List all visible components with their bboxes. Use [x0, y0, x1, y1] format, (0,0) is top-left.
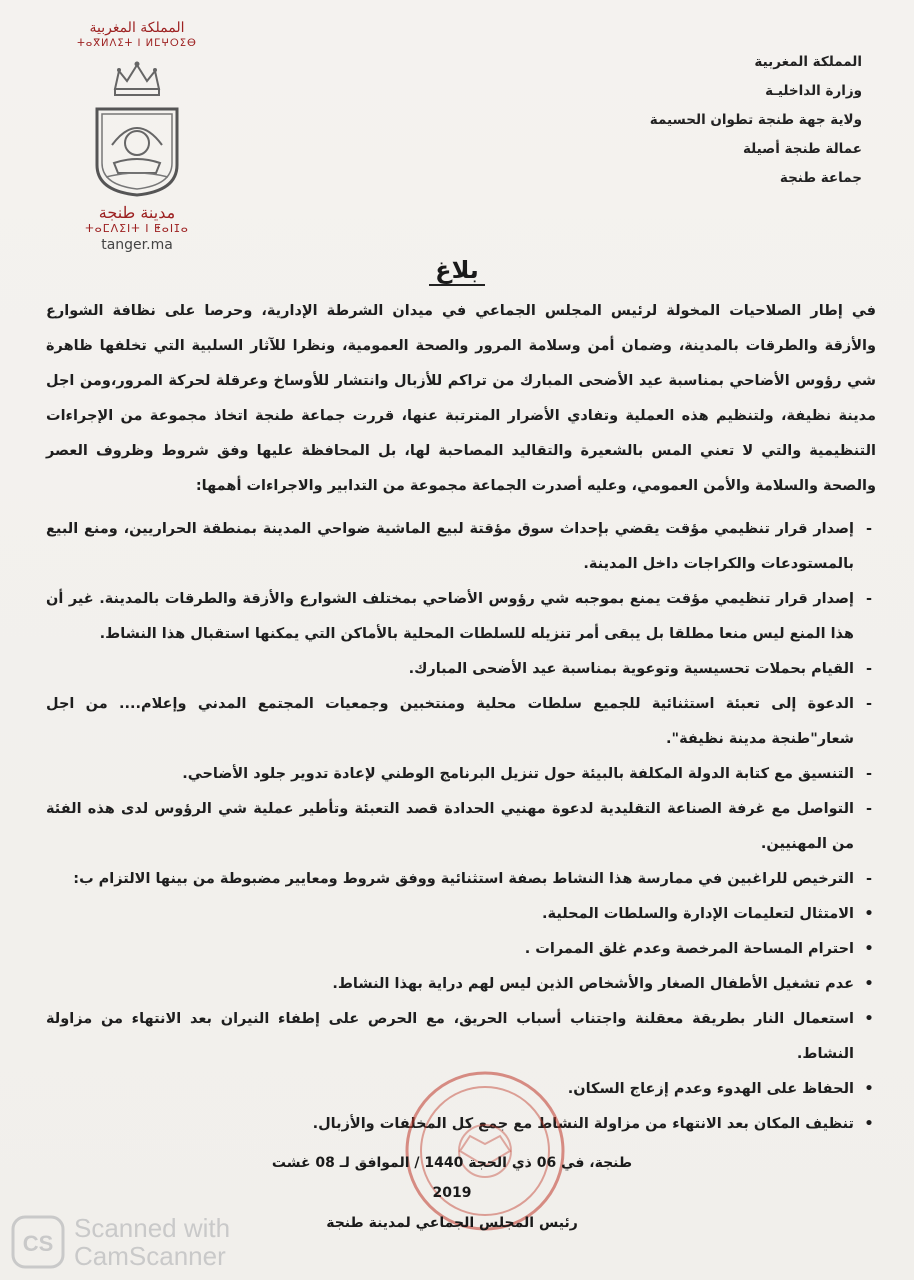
list-marker: - — [865, 696, 873, 712]
kingdom-name-arabic: المملكة المغربية — [89, 20, 185, 36]
measures-list — [46, 512, 876, 1142]
list-item-text: إصدار قرار تنظيمي مؤقت يقضي بإحداث سوق مؤقتة لبيع الماشية ضواحي المدينة بمنطقة الحراريين، ومنع البيع بالمستودعات والكراجات داخل المدينة. — [46, 521, 854, 572]
header-line-prefecture: عمالة طنجة أصيلة — [742, 141, 862, 157]
list-marker: - — [865, 661, 873, 677]
list-marker: • — [864, 941, 874, 957]
city-name-tifinagh: ⵜⴰⵎⴷⵉⵏⵜ ⵏ ⵟⴰⵏⵊⴰ — [85, 222, 189, 235]
header-line-commune: جماعة طنجة — [779, 170, 862, 186]
camscanner-logo-icon — [10, 1214, 66, 1270]
header-line-kingdom: المملكة المغربية — [754, 54, 862, 70]
list-item — [46, 582, 876, 652]
signature-title: رئيس المجلس الجماعي لمدينة طنجة — [326, 1215, 578, 1231]
intro-paragraph: في إطار الصلاحيات المخولة لرئيس المجلس الجماعي في ميدان الشرطة الإدارية، وحرصا على نظافة الشوارع والأزقة والطرقات بالمدينة، وضمان أمن وسلامة المرور والصحة العمومية، ونظرا للآثار السلبية التي تخلفها ظاهرة شي رؤوس الأضاحي بمناسبة عيد الأضحى المبارك من تراكم للأزبال وانتشار للأوساخ وعرقلة لحركة المرور،ومن اجل مدينة نظيفة، ولتنظيم هذه العملية وتفادي الأضرار المترتبة عنها، قررت جماعة طنجة اتخاذ مجموعة من الإجراءات التنظيمية والتي لا تعني المس بالشعيرة والتقاليد المصاحبة لها، بل المحافظة عليها وفق شروط وظروف العصر والصحة والسلامة والأمن العمومي، وعليه أصدرت الجماعة مجموعة من التدابير والاجراءات أهمها: — [46, 303, 876, 494]
title-text: بلاغ — [429, 256, 485, 286]
document-title — [0, 256, 914, 284]
list-item — [46, 1002, 876, 1072]
list-item — [46, 687, 876, 757]
list-item — [46, 792, 876, 862]
list-item — [46, 862, 876, 897]
list-marker: - — [865, 766, 873, 782]
signature-date: طنجة، في 06 ذي الحجة 1440 / الموافق لـ 08 غشت 2019 — [271, 1155, 633, 1201]
list-marker: • — [864, 906, 874, 922]
city-coat-of-arms-icon — [92, 105, 182, 197]
list-marker: • — [864, 1081, 874, 1097]
watermark-line-1: Scanned with — [74, 1213, 231, 1243]
list-marker: • — [864, 1011, 874, 1027]
watermark-line-2: CamScanner — [74, 1241, 226, 1271]
camscanner-watermark — [10, 1214, 230, 1270]
website-text: tanger.ma — [101, 237, 173, 253]
list-item-text: الحفاظ على الهدوء وعدم إزعاج السكان. — [567, 1081, 854, 1097]
announcement-body — [46, 294, 876, 1142]
municipal-emblem-block — [62, 20, 212, 253]
list-item-text: الترخيص للراغبين في ممارسة هذا النشاط بصفة استثنائية ووفق شروط ومعايير مضبوطة من بينها الالتزام ب: — [73, 871, 854, 887]
list-item-text: احترام المساحة المرخصة وعدم غلق الممرات . — [524, 941, 854, 957]
list-item-text: التنسيق مع كتابة الدولة المكلفة بالبيئة حول تنزيل البرنامج الوطني لإعادة تدوير جلود الأضاحي. — [182, 766, 854, 782]
list-item-text: إصدار قرار تنظيمي مؤقت يمنع بموجبه شي رؤوس الأضاحي بمختلف الشوارع والأزقة والطرقات بالمدينة. غير أن هذا المنع ليس منعا مطلقا بل يبقى أمر تنزيله للسلطات المحلية بالأماكن التي يمكنها استقبال هذا النشاط. — [46, 591, 854, 642]
list-item — [46, 897, 876, 932]
header-line-wilaya: ولاية جهة طنجة تطوان الحسيمة — [649, 112, 862, 128]
administrative-header — [542, 48, 862, 193]
city-name-arabic: مدينة طنجة — [98, 203, 176, 222]
signature-block — [262, 1148, 642, 1238]
list-marker: - — [865, 801, 873, 817]
list-item-text: التواصل مع غرفة الصناعة التقليدية لدعوة مهنيي الحدادة قصد التعبئة وتأطير عملية شي الرؤوس لدى هذه الفئة من المهنيين. — [46, 801, 854, 852]
list-marker: • — [864, 976, 874, 992]
list-item-text: استعمال النار بطريقة معقلنة واجتناب أسباب الحريق، مع الحرص على إطفاء النيران بعد الانتهاء من مزاولة النشاط. — [46, 1011, 854, 1062]
crown-icon — [107, 59, 167, 99]
list-item — [46, 967, 876, 1002]
list-item — [46, 932, 876, 967]
list-item-text: عدم تشغيل الأطفال الصغار والأشخاص الذين ليس لهم دراية بهذا النشاط. — [332, 976, 854, 992]
header-line-ministry: وزارة الداخليـة — [765, 83, 862, 99]
list-item-text: الدعوة إلى تعبئة استثنائية للجميع سلطات محلية ومنتخبين وجمعيات المجتمع المدني وإعلام.... من اجل شعار"طنجة مدينة نظيفة". — [46, 696, 854, 747]
list-item-text: القيام بحملات تحسيسية وتوعوية بمناسبة عيد الأضحى المبارك. — [408, 661, 854, 677]
list-item-text: تنظيف المكان بعد الانتهاء من مزاولة النشاط مع جمع كل المخلفات والأزبال. — [312, 1116, 854, 1132]
svg-text:CS: CS — [22, 1231, 54, 1256]
list-marker: • — [864, 1116, 874, 1132]
list-item — [46, 652, 876, 687]
list-marker: - — [865, 871, 873, 887]
list-item — [46, 512, 876, 582]
list-item-text: الامتثال لتعليمات الإدارة والسلطات المحلية. — [542, 906, 854, 922]
list-item — [46, 757, 876, 792]
list-marker: - — [865, 521, 873, 537]
kingdom-name-tifinagh: ⵜⴰⴳⵍⴷⵉⵜ ⵏ ⵍⵎⵖⵔⵉⴱ — [77, 38, 197, 49]
list-marker: - — [865, 591, 873, 607]
